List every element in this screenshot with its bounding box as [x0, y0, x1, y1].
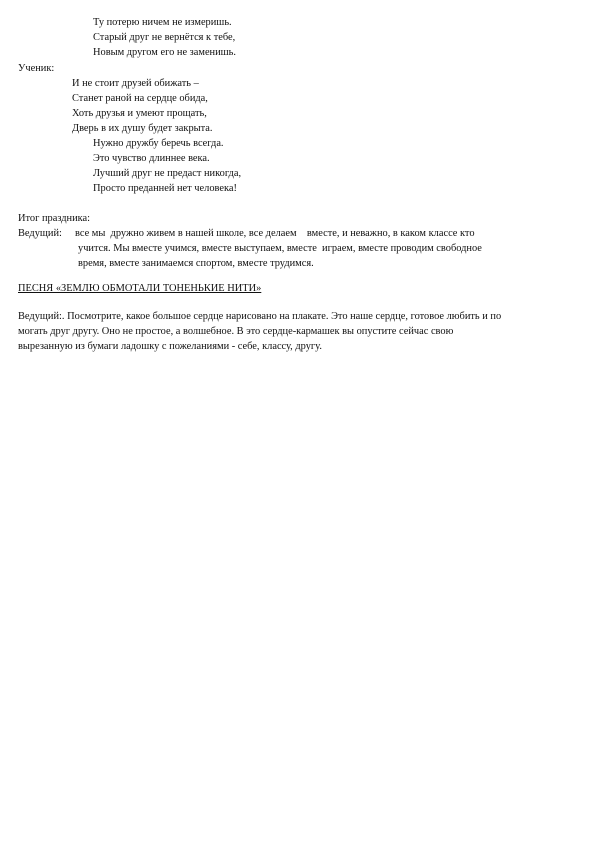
- host-speech-2-line-3: вырезанную из бумаги ладошку с пожеланиями - себе, классу, другу.: [18, 341, 322, 352]
- poem3-line-1: Нужно дружбу беречь всегда.: [93, 138, 224, 149]
- poem3-line-2: Это чувство длиннее века.: [93, 153, 210, 164]
- song-title: ПЕСНЯ «ЗЕМЛЮ ОБМОТАЛИ ТОНЕНЬКИЕ НИТИ»: [18, 283, 262, 294]
- poem2-line-1: И не стоит друзей обижать –: [72, 78, 199, 89]
- host-speech-2-line-2: могать друг другу. Оно не простое, а волшебное. В это сердце-кармашек вы опустите сейчас свою: [18, 326, 454, 337]
- poem1-line-2: Старый друг не вернётся к тебе,: [93, 32, 236, 43]
- poem3-line-4: Просто преданней нет человека!: [93, 183, 237, 194]
- summary-heading: Итог праздника:: [18, 213, 91, 224]
- host-speech-2-line-1: Ведущий:. Посмотрите, какое большое сердце нарисовано на плакате. Это наше сердце, готовое любить и по: [18, 311, 502, 322]
- host-speech-1-line-2: учится. Мы вместе учимся, вместе выступаем, вместе играем, вместе проводим свободное: [78, 243, 482, 254]
- poem2-line-2: Станет раной на сердце обида,: [72, 93, 208, 104]
- poem3-line-3: Лучший друг не предаст никогда,: [93, 168, 242, 179]
- speaker-student-label: Ученик:: [18, 63, 55, 74]
- host-label: Ведущий:: [18, 228, 62, 239]
- poem1-line-3: Новым другом его не заменишь.: [93, 47, 237, 58]
- host-speech-1-line-1: все мы дружно живем в нашей школе, все делаем вместе, и неважно, в каком классе кто: [75, 228, 475, 239]
- host-speech-1-line-3: время, вместе занимаемся спортом, вместе трудимся.: [78, 258, 314, 269]
- poem2-line-4: Дверь в их душу будет закрыта.: [72, 123, 213, 134]
- poem2-line-3: Хоть друзья и умеют прощать,: [72, 108, 207, 119]
- poem1-line-1: Ту потерю ничем не измеришь.: [93, 17, 232, 28]
